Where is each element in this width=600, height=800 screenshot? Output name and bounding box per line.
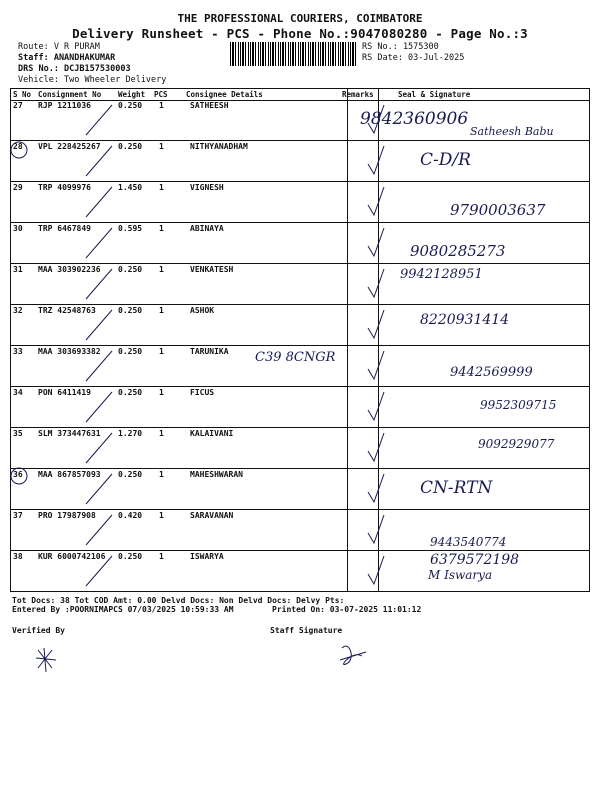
drs-no: DRS No.: DCJB157530003 bbox=[18, 64, 131, 74]
row-pcs: 1 bbox=[159, 552, 164, 561]
remark-check bbox=[368, 105, 384, 133]
row-pcs: 1 bbox=[159, 347, 164, 356]
tick-mark bbox=[86, 556, 112, 586]
row-consignee: FICUS bbox=[190, 388, 215, 397]
row-sno: 33 bbox=[13, 347, 23, 356]
row-sno: 32 bbox=[13, 306, 23, 315]
handwritten-entry: 9790003637 bbox=[450, 201, 546, 219]
row-weight: 0.250 bbox=[118, 552, 143, 561]
handwritten-entry: CN-RTN bbox=[420, 478, 493, 498]
row-pcs: 1 bbox=[159, 388, 164, 397]
tick-mark bbox=[86, 474, 112, 504]
handwritten-entry: 8220931414 bbox=[420, 312, 510, 328]
row-pcs: 1 bbox=[159, 470, 164, 479]
tick-mark bbox=[86, 310, 112, 340]
row-consignment: TRZ 42548763 bbox=[38, 306, 96, 315]
row-sno: 28 bbox=[13, 142, 23, 151]
row-weight: 0.250 bbox=[118, 101, 143, 110]
row-consignee: SARAVANAN bbox=[190, 511, 234, 520]
row-consignee: KALAIVANI bbox=[190, 429, 234, 438]
staff-signature bbox=[340, 646, 366, 664]
remark-check bbox=[368, 187, 384, 215]
row-weight: 0.250 bbox=[118, 470, 143, 479]
row-consignee: ASHOK bbox=[190, 306, 215, 315]
tick-mark bbox=[86, 433, 112, 463]
tick-mark bbox=[86, 515, 112, 545]
route: Route: V R PURAM bbox=[18, 42, 100, 52]
staff-signature-label: Staff Signature bbox=[270, 626, 343, 635]
entered-by: Entered By :POORNIMAPCS 07/03/2025 10:59:33 AM bbox=[12, 605, 234, 614]
row-consignment: MAA 867857093 bbox=[38, 470, 101, 479]
printed-on: Printed On: 03-07-2025 11:01:12 bbox=[272, 605, 422, 614]
handwritten-entry: 9842360906 bbox=[360, 109, 469, 129]
row-consignee: VENKATESH bbox=[190, 265, 234, 274]
circle-mark-36 bbox=[11, 468, 27, 484]
row-weight: 0.595 bbox=[118, 224, 143, 233]
row-consignee: MAHESHWARAN bbox=[190, 470, 243, 479]
tick-mark bbox=[86, 269, 112, 299]
handwritten-entry: 9443540774 bbox=[430, 535, 507, 549]
remark-check bbox=[368, 433, 384, 461]
staff: Staff: ANANDHAKUMAR bbox=[18, 53, 116, 63]
col-weight: Weight bbox=[118, 90, 146, 99]
footer-totals: Tot Docs: 38 Tot COD Amt: 0.00 Delvd Docs: Non Delvd Docs: Delvy Pts: bbox=[12, 596, 345, 605]
row-weight: 0.250 bbox=[118, 265, 143, 274]
row-weight: 0.250 bbox=[118, 347, 143, 356]
handwritten-entry: 9952309715 bbox=[480, 398, 557, 412]
handwritten-entry: C-D/R bbox=[420, 150, 471, 170]
row-weight: 0.420 bbox=[118, 511, 143, 520]
row-consignment: MAA 303902236 bbox=[38, 265, 101, 274]
row-weight: 1.450 bbox=[118, 183, 143, 192]
remark-check bbox=[368, 310, 384, 338]
row-sno: 27 bbox=[13, 101, 23, 110]
row-consignment: SLM 373447631 bbox=[38, 429, 101, 438]
remark-check bbox=[368, 556, 384, 584]
verified-by-label: Verified By bbox=[12, 626, 65, 635]
row-consignment: TRP 6467849 bbox=[38, 224, 91, 233]
row-consignment: KUR 6000742106 bbox=[38, 552, 106, 561]
tick-mark bbox=[86, 351, 112, 381]
handwritten-entry: 9942128951 bbox=[400, 267, 483, 282]
handwritten-entry: 9442569999 bbox=[450, 365, 533, 380]
col-consignee: Consignee Details bbox=[186, 90, 263, 99]
row-weight: 0.250 bbox=[118, 388, 143, 397]
handwritten-entry: M Iswarya bbox=[428, 568, 493, 582]
row-pcs: 1 bbox=[159, 101, 164, 110]
tick-mark bbox=[86, 392, 112, 422]
row-sno: 31 bbox=[13, 265, 23, 274]
col-sno: S No bbox=[13, 90, 32, 99]
remark-check bbox=[368, 392, 384, 420]
row-pcs: 1 bbox=[159, 306, 164, 315]
handwritten-entry: 9080285273 bbox=[410, 242, 506, 260]
row-pcs: 1 bbox=[159, 429, 164, 438]
row-weight: 0.250 bbox=[118, 142, 143, 151]
row-consignment: VPL 228425267 bbox=[38, 142, 101, 151]
handwritten-entry: Satheesh Babu bbox=[470, 125, 554, 138]
col-pcs: PCS bbox=[154, 90, 168, 99]
row-consignment: TRP 4099976 bbox=[38, 183, 91, 192]
col-consignment: Consignment No bbox=[38, 90, 102, 99]
verified-signature bbox=[36, 648, 56, 672]
row-consignee: ABINAYA bbox=[190, 224, 224, 233]
handwritten-annotation: C39 8CNGR bbox=[255, 350, 336, 365]
remark-check bbox=[368, 228, 384, 256]
row-consignee: ISWARYA bbox=[190, 552, 224, 561]
row-sno: 34 bbox=[13, 388, 23, 397]
row-consignee: SATHEESH bbox=[190, 101, 229, 110]
remark-check bbox=[368, 351, 384, 379]
row-pcs: 1 bbox=[159, 265, 164, 274]
row-consignment: RJP 1211036 bbox=[38, 101, 91, 110]
row-sno: 35 bbox=[13, 429, 23, 438]
row-consignee: NITHYANADHAM bbox=[190, 142, 248, 151]
row-consignment: PON 6411419 bbox=[38, 388, 91, 397]
tick-mark bbox=[86, 105, 112, 135]
row-consignee: VIGNESH bbox=[190, 183, 224, 192]
row-sno: 29 bbox=[13, 183, 23, 192]
tick-mark bbox=[86, 228, 112, 258]
runsheet-title: Delivery Runsheet - PCS - Phone No.:9047080280 - Page No.:3 bbox=[72, 26, 528, 41]
circle-mark-28 bbox=[11, 142, 27, 158]
rs-no: RS No.: 1575300 bbox=[362, 42, 439, 52]
tick-mark bbox=[86, 146, 112, 176]
handwritten-entry: 9092929077 bbox=[478, 437, 555, 451]
remark-check bbox=[368, 146, 384, 174]
row-pcs: 1 bbox=[159, 142, 164, 151]
remark-check bbox=[368, 515, 384, 543]
col-seal-signature: Seal & Signature bbox=[398, 90, 471, 99]
tick-mark bbox=[86, 187, 112, 217]
row-pcs: 1 bbox=[159, 224, 164, 233]
row-consignment: PRO 17987908 bbox=[38, 511, 96, 520]
company-name: THE PROFESSIONAL COURIERS, COIMBATORE bbox=[177, 12, 423, 25]
row-pcs: 1 bbox=[159, 183, 164, 192]
row-sno: 30 bbox=[13, 224, 23, 233]
remark-check bbox=[368, 474, 384, 502]
row-weight: 0.250 bbox=[118, 306, 143, 315]
row-pcs: 1 bbox=[159, 511, 164, 520]
row-consignee: TARUNIKA bbox=[190, 347, 229, 356]
col-remarks: Remarks bbox=[342, 90, 374, 99]
handwritten-entry: 6379572198 bbox=[430, 552, 520, 568]
row-sno: 36 bbox=[13, 470, 23, 479]
row-weight: 1.270 bbox=[118, 429, 143, 438]
row-consignment: MAA 303693382 bbox=[38, 347, 101, 356]
rs-date: RS Date: 03-Jul-2025 bbox=[362, 53, 465, 63]
row-sno: 38 bbox=[13, 552, 23, 561]
remark-check bbox=[368, 269, 384, 297]
row-sno: 37 bbox=[13, 511, 23, 520]
vehicle: Vehicle: Two Wheeler Delivery bbox=[18, 75, 167, 85]
